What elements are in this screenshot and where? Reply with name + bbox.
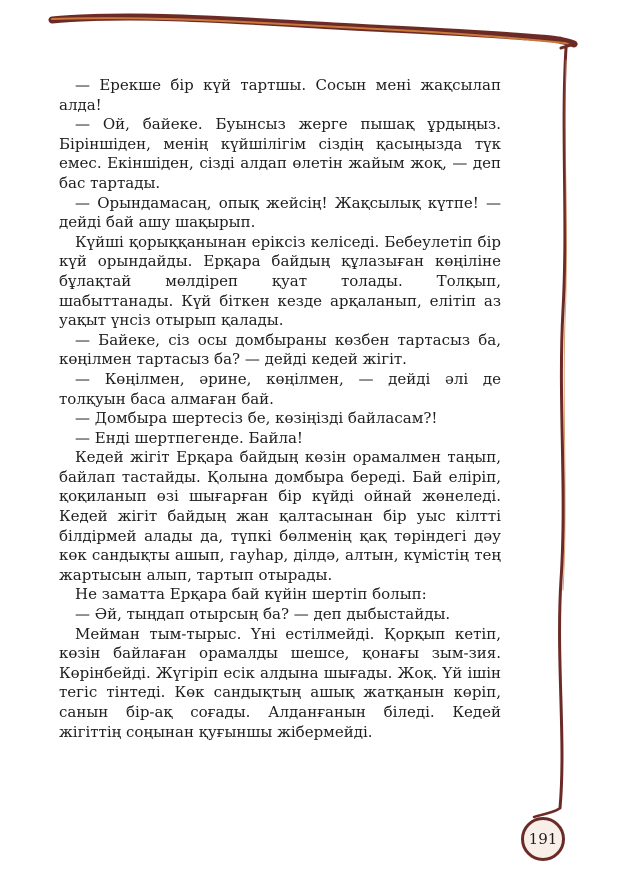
paragraph: Күйші қорыққанынан еріксіз келіседі. Бебеулетіп бір күй орындайды. Ерқара байдың құлазыған көңіліне бұлақтай мөлдіреп қуат толады. Толқып, шабыттанады. Күй біткен кезде арқаланып, елітіп аз уақыт үнсіз отырып қалады.	[59, 232, 501, 330]
paragraph: — Байеке, сіз осы домбыраны көзбен тартасыз ба, көңілмен тартасыз ба? — дейді кедей жігіт.	[59, 330, 501, 369]
paragraph: — Енді шертпегенде. Байла!	[75, 428, 303, 447]
paragraph: Мейман тым-тырыс. Үні естілмейді. Қорқып кетіп, көзін байлаған орамалды шешсе, қонағы зым-зия. Көрінбейді. Жүгіріп есік алдына шығады. Жоқ. Үй ішін тегіс тінтеді. Көк сандықтың ашық жатқанын көріп, санын бір-ақ соғады. Алданғанын біледі. Кедей жігіттің соңынан қуғыншы жібермейді.	[59, 624, 501, 741]
paragraph: — Көңілмен, әрине, көңілмен, — дейді әлі де толқуын баса алмаған бай.	[59, 369, 501, 408]
paragraph: Кедей жігіт Ерқара байдың көзін орамалмен таңып, байлап тастайды. Қолына домбыра береді. Бай еліріп, қоқиланып өзі шығарған бір күйді ойнай жөнеледі. Кедей жігіт байдың жан қалтасынан бір уыс кілтті білдірмей алады да, түпкі бөлменің қақ төріндегі дәу көк сандықты ашып, гауһар, ділдә, алтын, күмістің тең жартысын алып, тартып отырады.	[59, 448, 501, 584]
paragraph: — Ерекше бір күй тартшы. Сосын мені жақсылап алда!	[59, 76, 501, 114]
paragraph: Не заматта Ерқара бай күйін шертіп болып:	[75, 585, 427, 604]
page-number: 191	[521, 817, 565, 861]
paragraph: — Әй, тыңдап отырсың ба? — деп дыбыстайды.	[75, 605, 451, 624]
story-text	[59, 76, 501, 742]
paragraph: — Ой, байеке. Буынсыз жерге пышақ ұрдыңыз. Біріншіден, менің күйшілігім сіздің қасыңызда түк емес. Екіншіден, сізді алдап өлетін жайым жоқ, — деп бас тартады.	[59, 115, 501, 192]
paragraph: — Домбыра шертесіз бе, көзіңізді байласам?!	[75, 409, 438, 428]
paragraph: — Орындамасаң, опық жейсің! Жақсылық күтпе! — дейді бай ашу шақырып.	[59, 193, 501, 232]
